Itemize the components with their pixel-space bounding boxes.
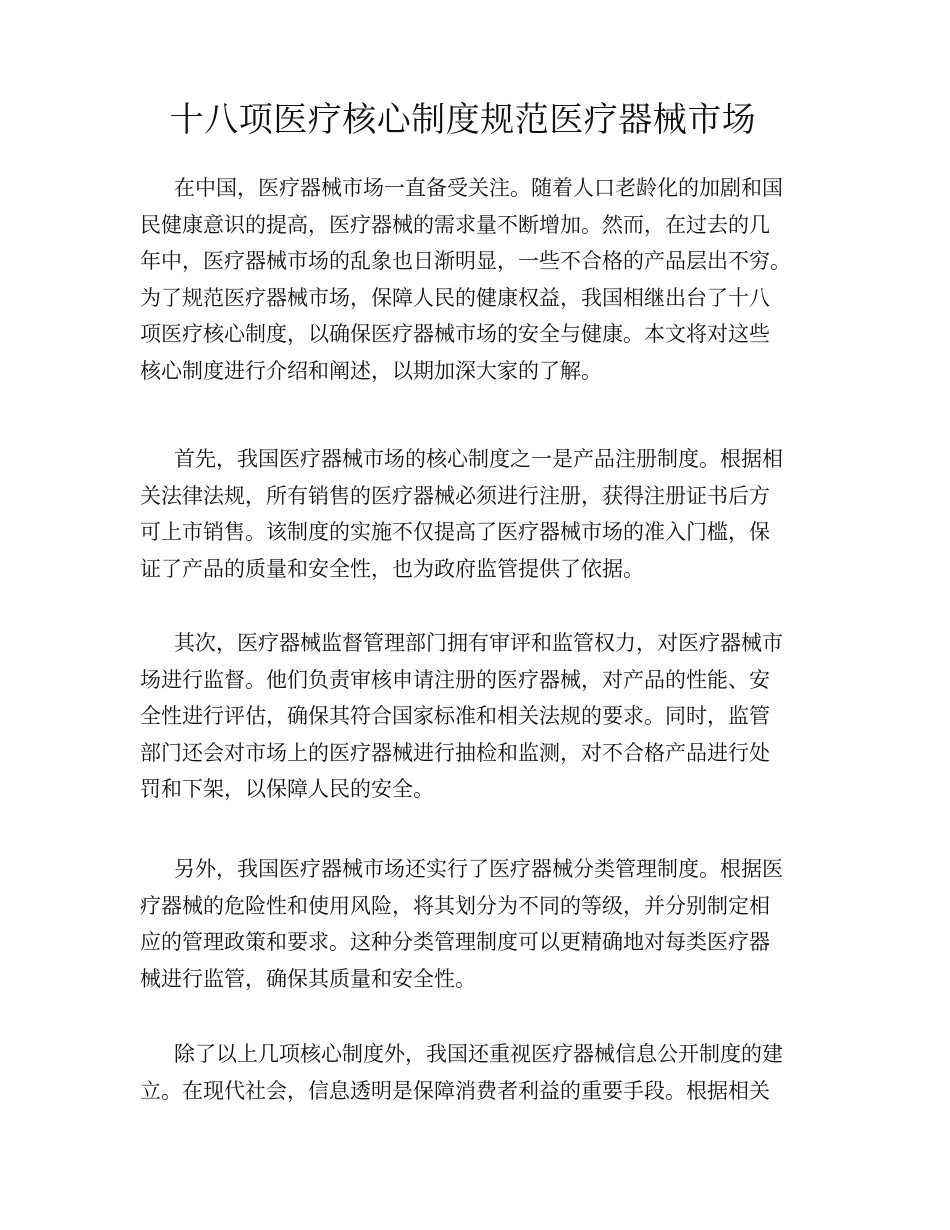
document-title: 十八项医疗核心制度规范医疗器械市场: [169, 100, 757, 140]
paragraph-line: 其次，医疗器械监督管理部门拥有审评和监管权力，对医疗器械市: [174, 631, 783, 655]
paragraph-line: 可上市销售。该制度的实施不仅提高了医疗器械市场的准入门槛，保: [140, 520, 770, 544]
paragraph-3: [140, 625, 783, 808]
paragraph-line: 证了产品的质量和安全性，也为政府监管提供了依据。: [140, 556, 644, 581]
paragraph-line: 年中，医疗器械市场的乱象也日渐明显，一些不合格的产品层出不穷。: [140, 249, 791, 273]
paragraph-line: 首先，我国医疗器械市场的核心制度之一是产品注册制度。根据相: [174, 447, 783, 471]
paragraph-line: 民健康意识的提高，医疗器械的需求量不断增加。然而，在过去的几: [140, 212, 770, 237]
paragraph-line: 场进行监督。他们负责审核申请注册的医疗器械，对产品的性能、安: [140, 667, 770, 692]
paragraph-5: [140, 1036, 783, 1109]
paragraph-1: [140, 170, 791, 389]
paragraph-line: 罚和下架，以保障人民的安全。: [140, 777, 434, 801]
paragraph-line: 疗器械的危险性和使用风险，将其划分为不同的等级，并分别制定相: [140, 893, 770, 918]
paragraph-line: 项医疗核心制度，以确保医疗器械市场的安全与健康。本文将对这些: [140, 322, 770, 346]
paragraph-line: 另外，我国医疗器械市场还实行了医疗器械分类管理制度。根据医: [174, 857, 783, 881]
paragraph-line: 除了以上几项核心制度外，我国还重视医疗器械信息公开制度的建: [174, 1042, 783, 1066]
paragraph-line: 械进行监管，确保其质量和安全性。: [140, 966, 476, 991]
paragraph-line: 为了规范医疗器械市场，保障人民的健康权益，我国相继出台了十八: [140, 285, 770, 310]
paragraph-line: 部门还会对市场上的医疗器械进行抽检和监测，对不合格产品进行处: [140, 740, 770, 765]
paragraph-line: 核心制度进行介绍和阐述，以期加深大家的了解。: [140, 358, 602, 383]
paragraph-line: 在中国，医疗器械市场一直备受关注。随着人口老龄化的加剧和国: [174, 176, 783, 200]
paragraph-line: 应的管理政策和要求。这种分类管理制度可以更精确地对每类医疗器: [140, 930, 770, 954]
paragraph-4: [140, 851, 783, 997]
paragraph-line: 立。在现代社会，信息透明是保障消费者利益的重要手段。根据相关: [140, 1078, 770, 1103]
paragraph-2: [140, 441, 783, 587]
paragraph-line: 关法律法规，所有销售的医疗器械必须进行注册，获得注册证书后方: [140, 483, 770, 508]
paragraph-line: 全性进行评估，确保其符合国家标准和相关法规的要求。同时，监管: [140, 704, 770, 728]
